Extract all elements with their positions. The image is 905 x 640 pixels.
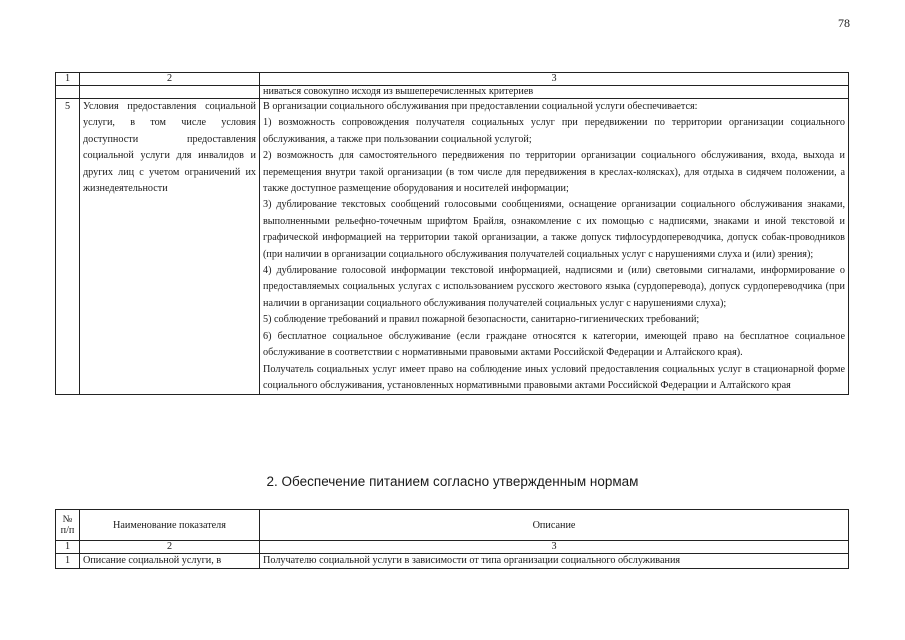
header-desc: Описание (260, 510, 849, 541)
section-title: 2. Обеспечение питанием согласно утвержденным нормам (266, 474, 639, 489)
description-paragraph: 6) бесплатное социальное обслуживание (если граждане относятся к категории, имеющей право на бесплатное социальное обслуживание в соответствии с нормативными правовыми актами Российской Федерации и Алтайского края). (263, 330, 845, 359)
conditions-table (55, 72, 849, 395)
indicator-name: Условия предоставления социальной услуги, в том числе условия доступности предоставления социальной услуги для инвалидов и других лиц с учетом ограничений их жизнедеятельности (80, 99, 260, 395)
description-paragraph: 5) соблюдение требований и правил пожарной безопасности, санитарно-гигиенических требований; (263, 314, 700, 326)
indicator-description (260, 99, 849, 395)
table-row (56, 99, 849, 395)
index-col-1: 1 (56, 541, 80, 554)
description-paragraph: 2) возможность для самостоятельного передвижения по территории организации социального обслуживания, входа, выхода и перемещения внутри такой организации (в том числе для передвижения в креслах-колясках), для отдыха в сидячем положении, а также доступное размещение оборудования и носителей информации; (263, 150, 845, 195)
header-col-2: 2 (80, 73, 260, 86)
row-number: 1 (56, 554, 80, 569)
index-col-3: 3 (260, 541, 849, 554)
continuation-row (56, 86, 849, 99)
header-name: Наименование показателя (80, 510, 260, 541)
indicator-name: Описание социальной услуги, в (80, 554, 260, 569)
nutrition-table (55, 509, 849, 569)
description-paragraph: 4) дублирование голосовой информации текстовой информацией, надписями и (или) световыми сигналами, информирование о предоставляемых социальных услугах с использованием русского жестового языка (сурдоперевода), допуск сурдопереводчика (при наличии в организации социального обслуживания получателей социальных услуг с нарушениями слуха); (263, 265, 845, 309)
table-row (56, 554, 849, 569)
description-paragraph: Получатель социальных услуг имеет право на соблюдение иных условий предоставления социальных услуг в стационарной форме социального обслуживания, установленных нормативными правовыми актами Российской Федерации и Алтайского края (263, 363, 845, 391)
index-col-2: 2 (80, 541, 260, 554)
description-paragraph: 3) дублирование текстовых сообщений голосовыми сообщениями, оснащение организации социального обслуживания знаками, выполненными рельефно-точечным шрифтом Брайля, ознакомление с их помощью с надписями, знаками и иной текстовой и графической информацией на территории такой организации, а также допуск тифлосурдопереводчика, допуск собак-проводников (при наличии в организации социального обслуживания получателей социальных услуг с нарушениями слуха и (или) зрения); (263, 199, 845, 260)
header-num: № п/п (56, 510, 80, 541)
header-col-1: 1 (56, 73, 80, 86)
row-number: 5 (56, 99, 80, 395)
description-paragraph: В организации социального обслуживания при предоставлении социальной услуги обеспечивается: (263, 101, 698, 112)
indicator-description: Получателю социальной услуги в зависимости от типа организации социального обслуживания (260, 554, 849, 569)
table-header-row (56, 73, 849, 86)
description-paragraph: 1) возможность сопровождения получателя социальных услуг при передвижении по территории организации социального обслуживания, а также при пользовании социальной услугой; (263, 117, 845, 145)
page-number: 78 (838, 16, 850, 30)
header-col-3: 3 (260, 73, 849, 86)
column-index-row (56, 541, 849, 554)
continuation-text: ниваться совокупно исходя из вышеперечисленных критериев (260, 86, 849, 99)
table-header-row (56, 510, 849, 541)
